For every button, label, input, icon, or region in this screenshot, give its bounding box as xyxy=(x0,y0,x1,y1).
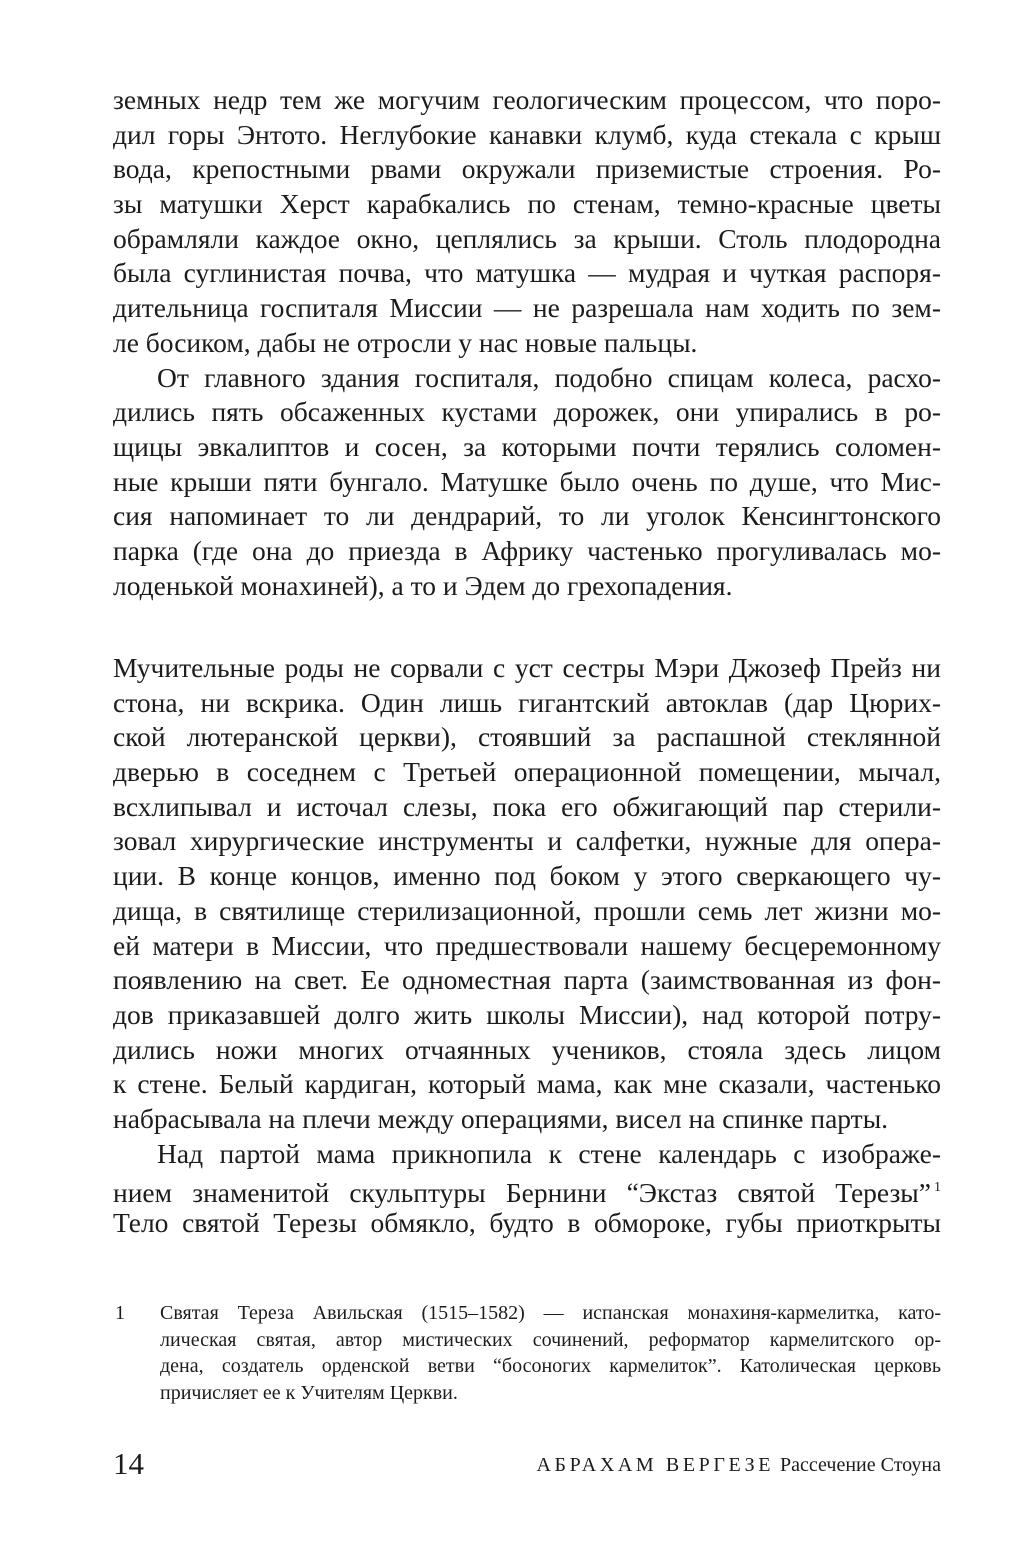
text-line: Над партой мама прикнопила к стене календарь с изображе- xyxy=(157,1137,941,1169)
text-line: дил горы Энтото. Неглубокие канавки клумб, куда стекала с крыш xyxy=(113,118,941,150)
paragraph-2 xyxy=(113,361,941,604)
text-line: обрамляли каждое окно, цеплялись за крыши. Столь плодородна xyxy=(113,222,941,254)
text-line: Тело святой Терезы обмякло, будто в обмороке, губы приоткрыты xyxy=(113,1207,941,1239)
text-line: дительница госпиталя Миссии — не разрешала нам ходить по зем- xyxy=(113,292,941,324)
text-line: вода, крепостными рвами окружали приземистые строения. Ро- xyxy=(113,153,941,185)
text-line: парка (где она до приезда в Африку частенько прогуливалась мо- xyxy=(113,535,941,567)
footnote-reference[interactable]: 1 xyxy=(934,1180,941,1196)
text-line: ей матери в Миссии, что предшествовали нашему бесцеремонному xyxy=(113,929,941,961)
text-line: дились пять обсаженных кустами дорожек, они упирались в ро- xyxy=(113,396,941,428)
text-line: ции. В конце концов, именно под боком у этого сверкающего чу- xyxy=(113,860,941,892)
text-line: ле босиком, дабы не отросли у нас новые пальцы. xyxy=(113,326,698,358)
paragraph-4 xyxy=(113,1137,941,1241)
text-line: земных недр тем же могучим геологическим процессом, что поро- xyxy=(113,84,941,115)
text-line-content: нием знаменитой скульптуры Бернини “Экстаз святой Терезы” xyxy=(113,1177,931,1209)
text-line: Мучительные роды не сорвали с уст сестры Мэри Джозеф Прейз ни xyxy=(113,652,941,683)
running-head xyxy=(536,1450,941,1480)
footnote-number: 1 xyxy=(115,1302,125,1324)
text-line: к стене. Белый кардиган, который мама, как мне сказали, частенько xyxy=(113,1068,941,1100)
text-line: зовал хирургические инструменты и салфетки, нужные для опера- xyxy=(113,825,941,857)
text-line: ской лютеранской церкви), стоявший за распашной стеклянной xyxy=(113,721,941,753)
footnote xyxy=(113,1300,941,1406)
page-footer xyxy=(113,1444,941,1484)
text-line: дились ножи многих отчаянных учеников, стояла здесь лицом xyxy=(113,1033,941,1065)
text-line: дов приказавшей долго жить школы Миссии), над которой потру- xyxy=(113,998,941,1030)
footnote-line: Святая Тереза Авильская (1515–1582) — испанская монахиня-кармелитка, като- xyxy=(160,1302,941,1324)
text-line xyxy=(113,1171,941,1209)
book-title: Рассечение Стоуна xyxy=(780,1454,941,1476)
footnote-line: причисляет ее к Учителям Церкви. xyxy=(160,1381,458,1404)
paragraph-1 xyxy=(113,83,941,361)
text-line: сия напоминает то ли дендрарий, то ли уголок Кенсингтонского xyxy=(113,500,941,532)
text-line: стона, ни вскрика. Один лишь гигантский автоклав (дар Цюрих- xyxy=(113,686,941,718)
text-line: дища, в святилище стерилизационной, прошли семь лет жизни мо- xyxy=(113,894,941,926)
footnote-text xyxy=(160,1300,941,1406)
text-line: появлению на свет. Ее одноместная парта (заимствованная из фон- xyxy=(113,964,941,996)
footnote-line: лическая святая, автор мистических сочинений, реформатор кармелитского ор- xyxy=(160,1328,941,1351)
text-line: От главного здания госпиталя, подобно спицам колеса, расхо- xyxy=(157,361,941,393)
text-line: щицы эвкалиптов и сосен, за которыми почти терялись соломен- xyxy=(113,430,941,462)
text-line: набрасывала на плечи между операциями, висел на спинке парты. xyxy=(113,1102,889,1134)
page-number: 14 xyxy=(113,1446,144,1481)
text-line: всхлипывал и источал слезы, пока его обжигающий пар стерили- xyxy=(113,790,941,822)
author-name: АБРАХАМ ВЕРГЕЗЕ xyxy=(536,1454,775,1476)
text-line: дверью в соседнем с Третьей операционной помещении, мычал, xyxy=(113,756,941,788)
text-line: лоденькой монахиней), а то и Эдем до грехопадения. xyxy=(113,569,733,601)
paragraph-3 xyxy=(113,651,941,1137)
text-line: ные крыши пяти бунгало. Матушке было очень по душе, что Мис- xyxy=(113,465,941,497)
footnote-line: дена, создатель орденской ветви “босоногих кармелиток”. Католическая церковь xyxy=(160,1355,941,1378)
text-line: была суглинистая почва, что матушка — мудрая и чуткая распоря- xyxy=(113,257,941,289)
text-line: зы матушки Херст карабкались по стенам, темно-красные цветы xyxy=(113,188,941,220)
